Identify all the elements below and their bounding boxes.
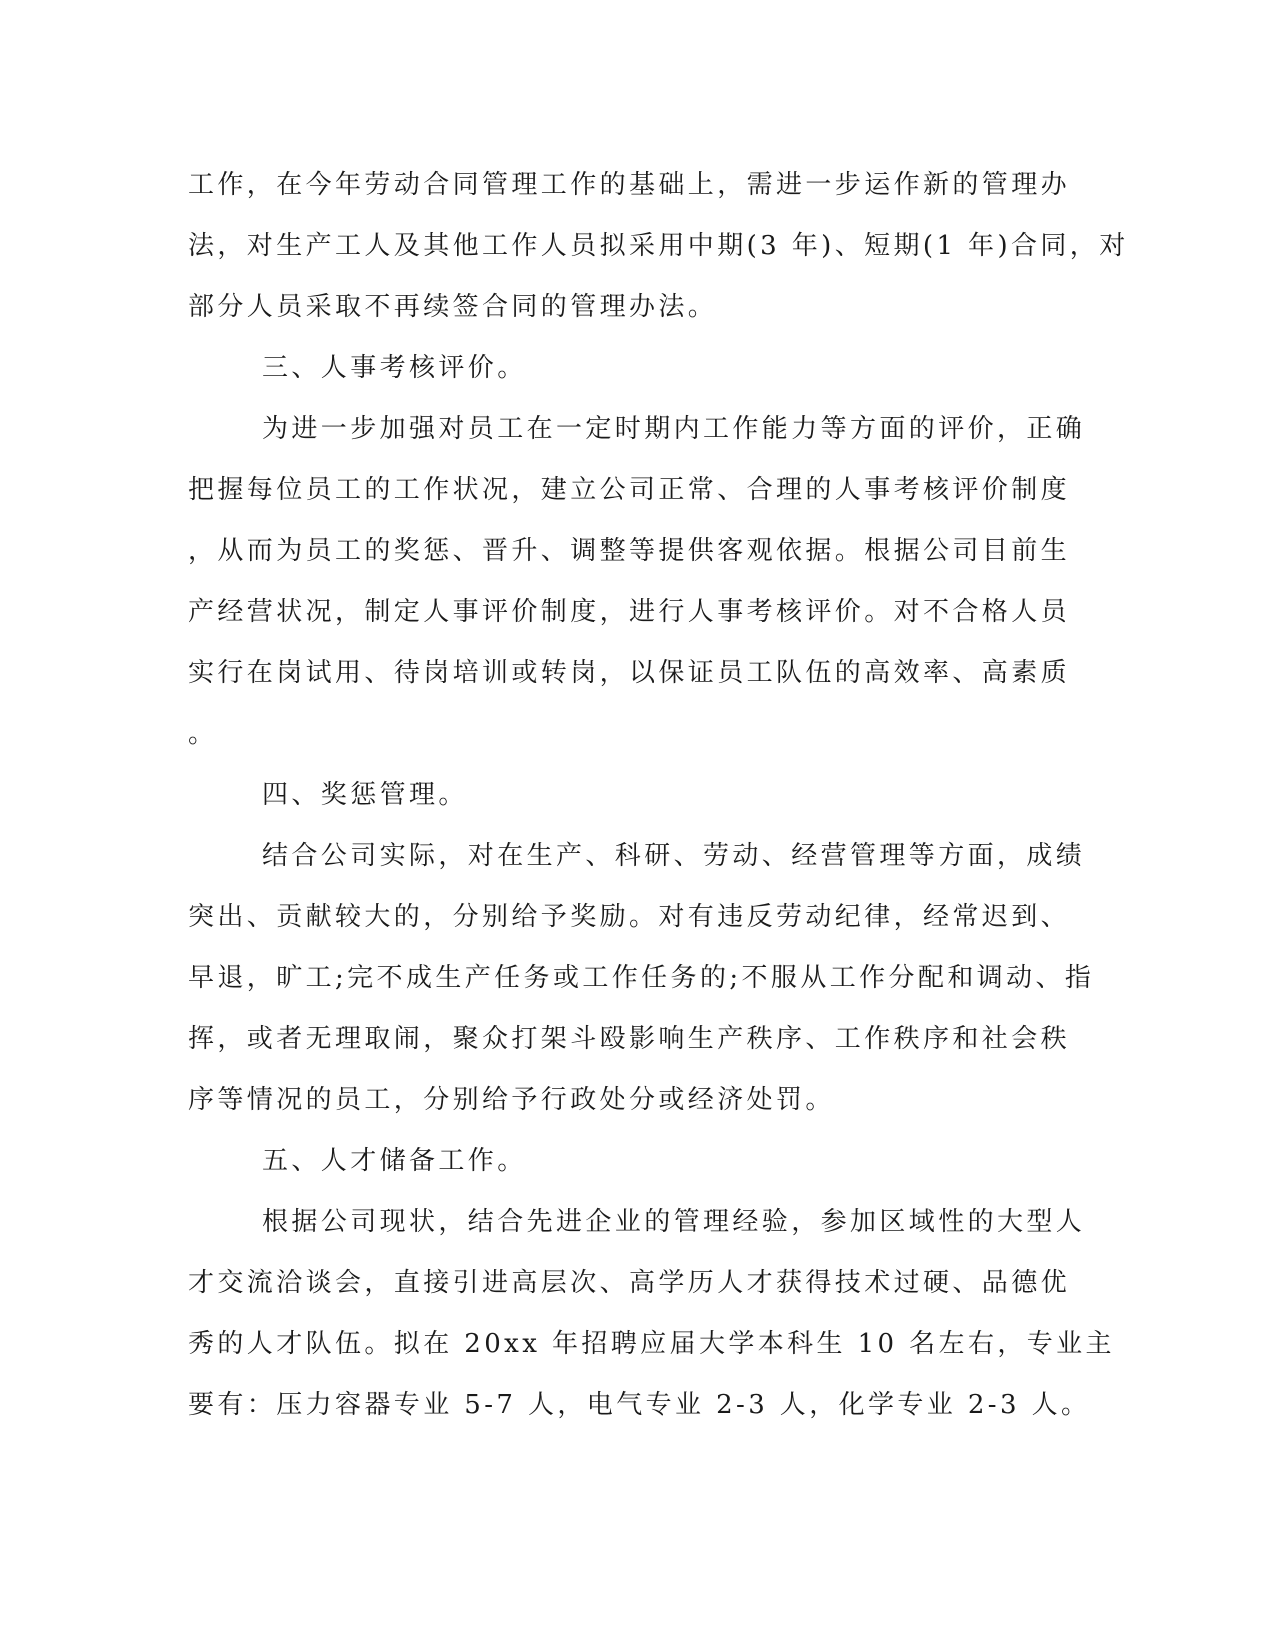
text-line: 实行在岗试用、待岗培训或转岗，以保证员工队伍的高效率、高素质 bbox=[188, 658, 1071, 688]
section-heading: 四、奖惩管理。 bbox=[262, 780, 468, 810]
text-line: ，从而为员工的奖惩、晋升、调整等提供客观依据。根据公司目前生 bbox=[188, 536, 1071, 566]
text-line: 。 bbox=[188, 719, 218, 749]
text-line: 法，对生产工人及其他工作人员拟采用中期(3 年)、短期(1 年)合同，对 bbox=[188, 231, 1129, 261]
text-line: 早退，旷工;完不成生产任务或工作任务的;不服从工作分配和调动、指 bbox=[188, 963, 1095, 993]
text-line: 工作，在今年劳动合同管理工作的基础上，需进一步运作新的管理办 bbox=[188, 170, 1071, 200]
text-line: 突出、贡献较大的，分别给予奖励。对有违反劳动纪律，经常迟到、 bbox=[188, 902, 1071, 932]
text-line: 部分人员采取不再续签合同的管理办法。 bbox=[188, 292, 718, 322]
text-line: 序等情况的员工，分别给予行政处分或经济处罚。 bbox=[188, 1085, 835, 1115]
text-line: 结合公司实际，对在生产、科研、劳动、经营管理等方面，成绩 bbox=[262, 841, 1086, 871]
document-body bbox=[188, 155, 1129, 1436]
text-line: 秀的人才队伍。拟在 20xx 年招聘应届大学本科生 10 名左右，专业主 bbox=[188, 1329, 1115, 1359]
text-line: 产经营状况，制定人事评价制度，进行人事考核评价。对不合格人员 bbox=[188, 597, 1071, 627]
section-heading: 三、人事考核评价。 bbox=[262, 353, 527, 383]
section-heading: 五、人才储备工作。 bbox=[262, 1146, 527, 1176]
text-line: 挥，或者无理取闹，聚众打架斗殴影响生产秩序、工作秩序和社会秩 bbox=[188, 1024, 1071, 1054]
text-line: 为进一步加强对员工在一定时期内工作能力等方面的评价，正确 bbox=[262, 414, 1086, 444]
text-line: 根据公司现状，结合先进企业的管理经验，参加区域性的大型人 bbox=[262, 1207, 1086, 1237]
text-line: 才交流洽谈会，直接引进高层次、高学历人才获得技术过硬、品德优 bbox=[188, 1268, 1071, 1298]
text-line: 要有：压力容器专业 5-7 人，电气专业 2-3 人，化学专业 2-3 人。 bbox=[188, 1390, 1091, 1420]
text-line: 把握每位员工的工作状况，建立公司正常、合理的人事考核评价制度 bbox=[188, 475, 1071, 505]
